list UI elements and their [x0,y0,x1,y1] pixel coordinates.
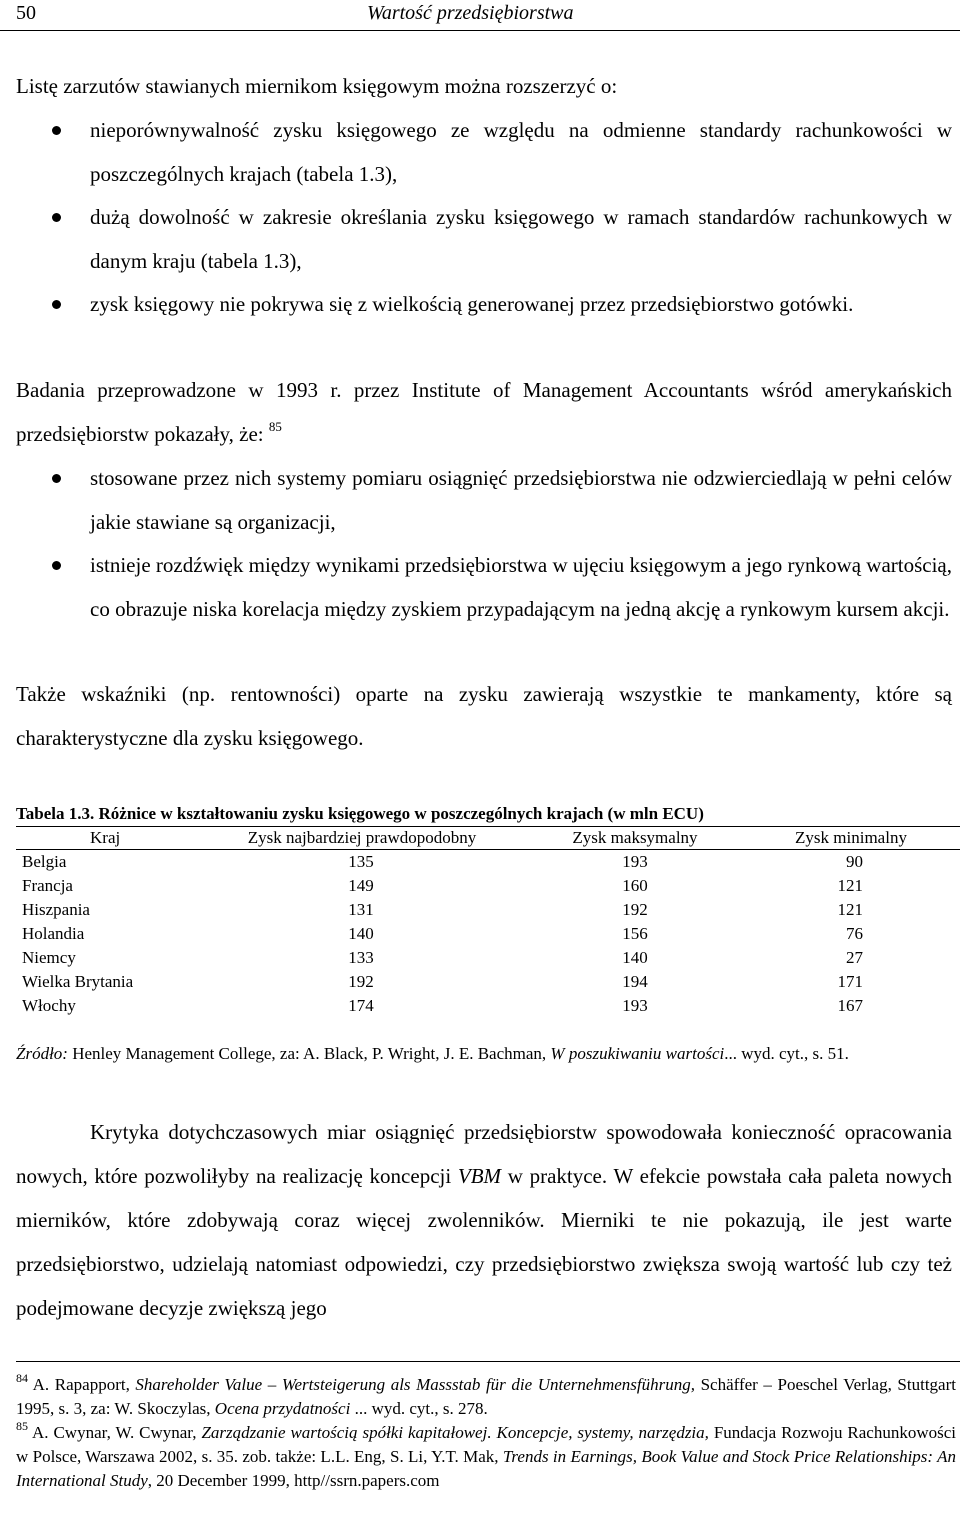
main-paragraph-text-a: Krytyka dotychczasowych miar osiągnięć przedsiębiorstw spowodowała konieczność opracowania nowych, które pozwoliłyby na realizację koncepcji [16,1120,952,1188]
list-item: istnieje rozdźwięk między wynikami przedsiębiorstwa w ujęciu księgowym a jego rynkową wartością, co obrazuje niska korelacja między zyskiem przypadającym na jedną akcję a rynkowym kursem akcji. [90,553,952,621]
footnote-number: 84 [16,1371,28,1385]
table-header-probable: Zysk najbardziej prawdopodobny [247,828,477,847]
main-paragraph [16,1110,952,1330]
table-row [0,898,960,921]
table-cell-max: 160 [622,876,648,895]
table-cell-max: 194 [622,972,648,991]
footnote-title: Zarządzanie wartością spółki kapitałowej. Koncepcje, systemy, narzędzia, [201,1423,709,1442]
table-cell-min: 171 [837,972,863,991]
main-paragraph-text-b: w praktyce. W efekcie powstała cała paleta nowych mierników, które zdobywają coraz więcej zwolenników. Mierniki te nie pokazują, ile jest warte przedsiębiorstwo, udzielają natomiast odpowiedzi, czy przedsiębiorstwo zwiększa swoją wartość lub czy też podejmowane decyzje zwiększą jego [16,1164,952,1320]
source-label: Źródło: [16,1044,68,1063]
table-body [0,850,960,1018]
source-text-a: Henley Management College, za: A. Black, P. Wright, J. E. Bachman, [67,1044,551,1063]
table-row [0,874,960,897]
bullet-marker [52,474,61,483]
footnote-number: 85 [16,1419,28,1433]
footnote-text: A. Cwynar, W. Cwynar, [28,1423,202,1442]
table-cell-country: Hiszpania [22,900,90,919]
table-cell-min: 76 [846,924,863,943]
footnote-text: A. Rapapport, [28,1375,136,1394]
table-cell-max: 193 [622,852,648,871]
table-cell-min: 27 [846,948,863,967]
footnote-text: , 20 December 1999, http//ssrn.papers.com [147,1471,440,1490]
table-cell-max: 193 [622,996,648,1015]
table-cell-max: 140 [622,948,648,967]
table-cell-country: Niemcy [22,948,76,967]
table-cell-probable: 192 [348,972,374,991]
table-cell-probable: 149 [348,876,374,895]
table-cell-probable: 135 [348,852,374,871]
table-cell-probable: 140 [348,924,374,943]
footnote-85 [16,1421,956,1493]
table-cell-probable: 174 [348,996,374,1015]
table-cell-country: Włochy [22,996,76,1015]
footnote-text: Schäffer – Poeschel Verlag, Stuttgart 1995, s. 3, za: W. Skoczylas, [16,1375,956,1418]
bullet-marker [52,300,61,309]
table-cell-probable: 131 [348,900,374,919]
bullet-marker [52,213,61,222]
table-row [0,946,960,969]
header-rule [0,30,960,31]
table-cell-max: 192 [622,900,648,919]
table-cell-country: Belgia [22,852,67,871]
table-cell-min: 121 [837,900,863,919]
footnote-title: Trends in Earnings, Book Value and Stock Price Relationships: An International Study [16,1447,956,1490]
list-item: nieporównywalność zysku księgowego ze względu na odmienne standardy rachunkowości w poszczególnych krajach (tabela 1.3), [90,118,952,186]
table-row [0,994,960,1017]
table-row [0,850,960,873]
table-header-min: Zysk minimalny [795,828,907,847]
table-source-note [16,1041,956,1066]
table-cell-max: 156 [622,924,648,943]
table-cell-country: Wielka Brytania [22,972,134,991]
research-paragraph [16,368,952,456]
table-cell-min: 167 [837,996,863,1015]
footnote-title: Shareholder Value – Wertsteigerung als Massstab für die Unternehmensführung, [135,1375,695,1394]
footnote-title: Ocena przydatności [214,1399,351,1418]
running-title: Wartość przedsiębiorstwa [367,2,574,24]
table-cell-min: 121 [837,876,863,895]
table-cell-probable: 133 [348,948,374,967]
source-title: W poszukiwaniu wartości [550,1044,725,1063]
footnote-84 [16,1373,956,1421]
footnote-rule [16,1361,960,1362]
table-cell-min: 90 [846,852,863,871]
bullet-marker [52,126,61,135]
table-row [0,922,960,945]
table-cell-country: Francja [22,876,73,895]
source-text-b: ... wyd. cyt., s. 51. [724,1044,849,1063]
list-item: stosowane przez nich systemy pomiaru osiągnięć przedsiębiorstwa nie odzwierciedlają w pełni celów jakie stawiane są organizacji, [90,466,952,534]
footnote-text: ... wyd. cyt., s. 278. [350,1399,488,1418]
research-text: Badania przeprowadzone w 1993 r. przez Institute of Management Accountants wśród amerykańskich przedsiębiorstw pokazały, że: [16,378,952,446]
footnote-text: Fundacja Rozwoju Rachunkowości w Polsce, Warszawa 2002, s. 35. zob. także: L.L. Eng, S. Li, Y.T. Mak, [16,1423,956,1466]
intro-paragraph: Listę zarzutów stawianych miernikom księgowym można rozszerzyć o: [16,74,618,98]
table-header-max: Zysk maksymalny [572,828,698,847]
vbm-term: VBM [457,1164,502,1188]
footnote-ref-85: 85 [268,419,282,434]
table-caption: Tabela 1.3. Różnice w kształtowaniu zysku księgowego w poszczególnych krajach (w mln ECU) [16,804,704,823]
table-row [0,970,960,993]
bullet-marker [52,561,61,570]
also-paragraph: Także wskaźniki (np. rentowności) oparte na zysku zawierają wszystkie te mankamenty, które są charakterystyczne dla zysku księgowego. [16,682,952,750]
list-item: zysk księgowy nie pokrywa się z wielkością generowanej przez przedsiębiorstwo gotówki. [90,292,854,316]
table-cell-country: Holandia [22,924,85,943]
list-item: dużą dowolność w zakresie określania zysku księgowego w ramach standardów rachunkowych w danym kraju (tabela 1.3), [90,205,952,273]
table-header-kraj: Kraj [90,828,121,847]
page-number: 50 [16,2,36,24]
